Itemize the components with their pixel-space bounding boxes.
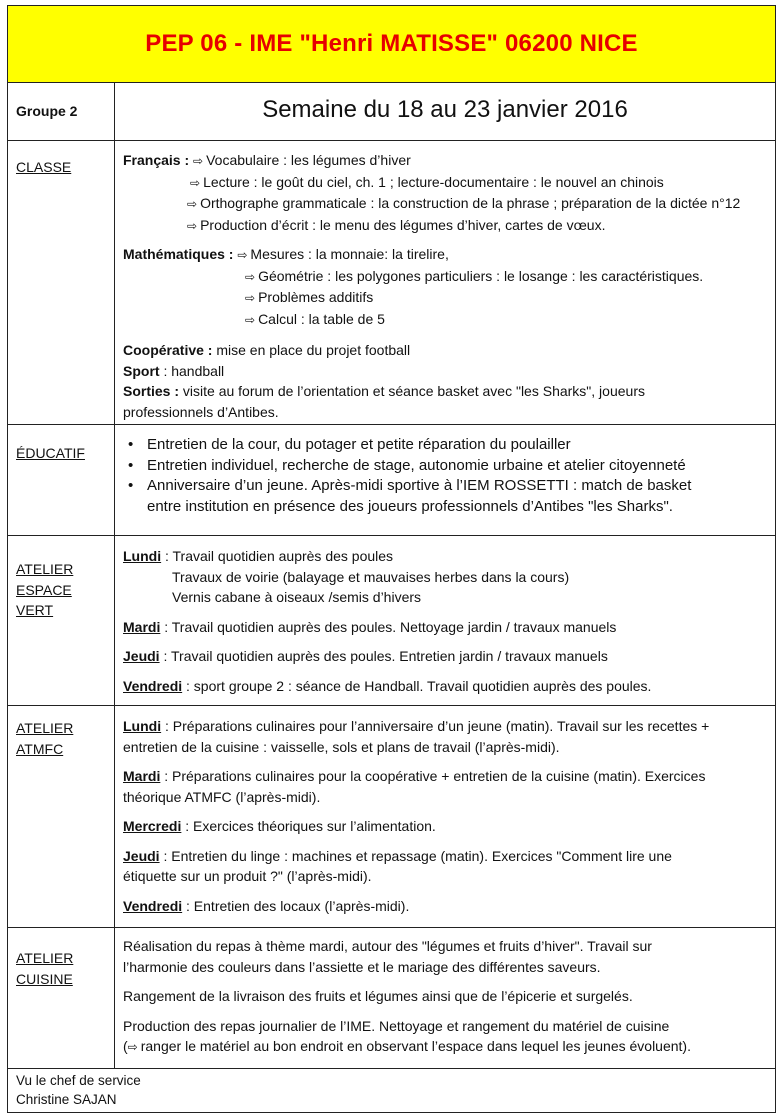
espace-vert-label-2: ESPACE [16, 581, 72, 598]
coop-label: Coopérative : [123, 342, 213, 358]
sport-label: Sport [123, 362, 160, 379]
espace-vert-label-1: ATELIER [16, 561, 74, 577]
maths-line-4 [123, 309, 767, 331]
atmfc-jeudi-line-2: étiquette sur un produit ?" (l’après-midi). [123, 868, 372, 884]
educatif-label-cell [8, 425, 115, 535]
francais-line-3 [123, 193, 767, 215]
week-row [7, 83, 776, 141]
week-title: Semaine du 18 au 23 janvier 2016 [262, 96, 628, 123]
ev-vendredi-line [123, 676, 767, 697]
sorties-text: visite au forum de l’orientation et séance basket avec "les Sharks", joueurs [182, 383, 645, 399]
francais-item: Orthographe grammaticale : la construction de la phrase ; préparation de la dictée n°12 [200, 195, 741, 211]
francais-item: Vocabulaire : les légumes d’hiver [206, 152, 411, 168]
educatif-item-continuation: entre institution en présence des joueurs professionnels d’Antibes "les Sharks". [147, 497, 673, 515]
atmfc-jeudi-line [123, 846, 767, 867]
coop-text: mise en place du projet football [216, 342, 411, 358]
cuisine-content [115, 928, 775, 1068]
sorties-label: Sorties : [123, 383, 180, 399]
day-label: Mercredi [123, 818, 182, 834]
maths-item: Mesures : la monnaie: la tirelire, [250, 246, 449, 262]
day-label: Lundi [123, 718, 162, 734]
francais-line-1 [123, 150, 767, 172]
maths-line-2 [123, 266, 767, 288]
arrow-icon: ⇨ [187, 218, 198, 233]
ev-lundi-line-2: Travaux de voirie (balayage et mauvaises herbes dans la cours) [172, 568, 570, 585]
arrow-icon: ⇨ [245, 269, 256, 284]
cuisine-p1-line-2: l’harmonie des couleurs dans l’assiette et le mariage des différentes saveurs. [123, 958, 601, 975]
sport-line [123, 361, 767, 382]
atmfc-mercredi-line [123, 816, 767, 837]
day-text: : Travail quotidien auprès des poules. Nettoyage jardin / travaux manuels [164, 618, 617, 635]
classe-label-cell [8, 141, 115, 424]
atmfc-mardi-line [123, 766, 767, 787]
maths-item: Géométrie : les polygones particuliers : le losange : les caractéristiques. [258, 267, 704, 284]
cuisine-label-2: CUISINE [16, 970, 73, 987]
atmfc-lundi-line-2: entretien de la cuisine : vaisselle, sols et plans de travail (l’après-midi). [123, 738, 560, 755]
francais-item: Production d’écrit : le menu des légumes d’hiver, cartes de vœux. [200, 216, 606, 233]
day-text: : Entretien du linge : machines et repassage (matin). Exercices "Comment lire une [163, 847, 672, 864]
signature-block [7, 1069, 776, 1113]
day-label: Vendredi [123, 677, 183, 694]
espace-vert-content [115, 536, 775, 705]
cuisine-section [7, 928, 776, 1069]
espace-vert-label-3: VERT [16, 602, 54, 618]
atmfc-label-2: ATMFC [16, 740, 64, 757]
sorties-line [123, 381, 767, 402]
signature-line-1: Vu le chef de service [16, 1073, 141, 1088]
day-label: Vendredi [123, 897, 183, 914]
day-text: : Exercices théoriques sur l’alimentation. [185, 818, 436, 834]
day-label: Mardi [123, 618, 161, 635]
day-text: : sport groupe 2 : séance de Handball. Travail quotidien auprès des poules. [186, 677, 652, 694]
cuisine-p3-line-1: Production des repas journalier de l’IME. Nettoyage et rangement du matériel de cuisine [123, 1017, 670, 1034]
header-banner [7, 5, 776, 83]
cuisine-p2: Rangement de la livraison des fruits et légumes ainsi que de l’épicerie et surgelés. [123, 988, 633, 1004]
francais-line-4 [123, 215, 767, 237]
day-text: : Travail quotidien auprès des poules. Entretien jardin / travaux manuels [163, 648, 608, 664]
atmfc-content [115, 706, 775, 927]
cuisine-label-cell [8, 928, 115, 1068]
day-label: Lundi [123, 548, 162, 564]
educatif-label: ÉDUCATIF [16, 445, 85, 461]
arrow-icon: ⇨ [127, 1040, 138, 1054]
ev-lundi-line [123, 546, 767, 567]
maths-line-3 [123, 287, 767, 309]
maths-item: Problèmes additifs [258, 289, 374, 305]
cuisine-label-1: ATELIER [16, 950, 74, 966]
list-item: • Entretien de la cour, du potager et petite réparation du poulailler [123, 435, 767, 456]
classe-section [7, 141, 776, 425]
cuisine-p3-text: ranger le matériel au bon endroit en observant l’espace dans lequel les jeunes évoluent). [140, 1038, 691, 1054]
day-text: : Préparations culinaires pour la coopérative + entretien de la cuisine (matin). Exercices [164, 768, 706, 784]
day-text: : Préparations culinaires pour l’anniversaire d’un jeune (matin). Travail sur les recettes + [165, 718, 710, 734]
atmfc-section [7, 706, 776, 928]
atmfc-mardi-line-2: théorique ATMFC (l’après-midi). [123, 788, 321, 805]
francais-label: Français : [123, 152, 190, 168]
atmfc-lundi-line [123, 716, 767, 737]
arrow-icon: ⇨ [193, 154, 204, 168]
atmfc-label-1: ATELIER [16, 720, 74, 736]
day-label: Jeudi [123, 648, 160, 664]
ev-mardi-line [123, 617, 767, 638]
educatif-list [123, 435, 767, 497]
group-label: Groupe 2 [8, 83, 115, 140]
page-title: PEP 06 - IME "Henri MATISSE" 06200 NICE [145, 30, 638, 57]
francais-line-2 [123, 172, 767, 194]
list-item: • Anniversaire d’un jeune. Après-midi sportive à l’IEM ROSSETTI : match de basket [123, 476, 767, 497]
arrow-icon: ⇨ [237, 248, 248, 262]
arrow-icon: ⇨ [245, 312, 256, 327]
francais-item: Lecture : le goût du ciel, ch. 1 ; lecture-documentaire : le nouvel an chinois [203, 173, 664, 190]
sorties-line-2: professionnels d’Antibes. [123, 403, 279, 420]
classe-label: CLASSE [16, 159, 72, 175]
espace-vert-section [7, 536, 776, 706]
educatif-content [115, 425, 775, 535]
ev-jeudi-line [123, 646, 767, 667]
espace-vert-label-cell [8, 536, 115, 705]
cuisine-p3-line-2: (⇨ ranger le matériel au bon endroit en observant l’espace dans lequel les jeunes évoluent). [123, 1038, 691, 1054]
day-text: : Travail quotidien auprès des poules [165, 548, 394, 564]
maths-label: Mathématiques : [123, 246, 234, 262]
signature-line-2: Christine SAJAN [16, 1092, 117, 1107]
list-item: • Entretien individuel, recherche de stage, autonomie urbaine et atelier citoyenneté [123, 456, 767, 477]
atmfc-vendredi-line [123, 896, 767, 917]
maths-line-1 [123, 244, 767, 266]
arrow-icon: ⇨ [245, 291, 256, 305]
atmfc-label-cell [8, 706, 115, 927]
day-label: Mardi [123, 768, 161, 784]
arrow-icon: ⇨ [190, 175, 201, 190]
ev-lundi-line-3: Vernis cabane à oiseaux /semis d’hivers [172, 589, 422, 605]
sport-text: : handball [163, 362, 225, 379]
coop-line [123, 340, 767, 361]
day-label: Jeudi [123, 847, 160, 864]
day-text: : Entretien des locaux (l’après-midi). [186, 897, 410, 914]
arrow-icon: ⇨ [187, 197, 198, 211]
classe-content [115, 141, 775, 424]
maths-item: Calcul : la table de 5 [258, 310, 385, 327]
educatif-section [7, 425, 776, 536]
cuisine-p1-line-1: Réalisation du repas à thème mardi, autour des "légumes et fruits d’hiver". Travail sur [123, 938, 652, 954]
